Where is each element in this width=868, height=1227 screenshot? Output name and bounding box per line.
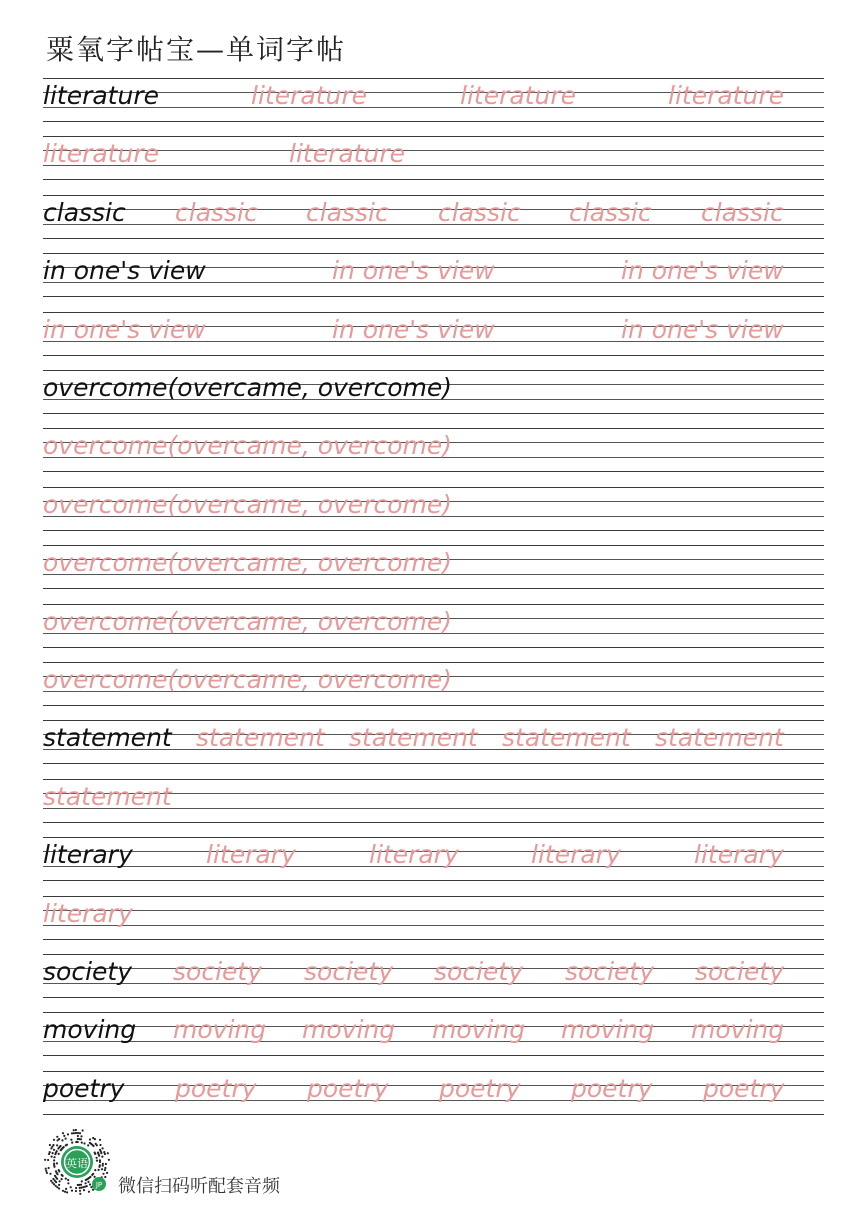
ruled-line	[43, 880, 824, 881]
ruled-line	[43, 296, 824, 297]
qr-code-icon[interactable]	[40, 1126, 114, 1198]
trace-word: literature	[668, 81, 784, 110]
qr-badge-text: 英语	[66, 1157, 88, 1170]
trace-word: classic	[438, 198, 521, 227]
trace-word: classic	[306, 198, 389, 227]
model-word: statement	[43, 723, 172, 752]
practice-row	[43, 253, 824, 297]
trace-word: society	[434, 957, 523, 986]
ruled-line	[43, 588, 824, 589]
trace-word: literary	[531, 840, 621, 869]
trace-word: in one's view	[621, 315, 784, 344]
trace-word: overcome(overcame, overcome)	[43, 548, 452, 577]
practice-row	[43, 136, 824, 180]
trace-word: overcome(overcame, overcome)	[43, 607, 452, 636]
ruled-line	[43, 662, 824, 663]
ruled-line	[43, 253, 824, 254]
ruled-line	[43, 1055, 824, 1056]
ruled-line	[43, 705, 824, 706]
trace-word: literature	[43, 139, 159, 168]
model-word: literature	[43, 81, 159, 110]
trace-word: classic	[701, 198, 784, 227]
model-word: literary	[43, 840, 133, 869]
ruled-line	[43, 1071, 824, 1072]
ruled-line	[43, 471, 824, 472]
ruled-line	[43, 822, 824, 823]
ruled-line	[43, 545, 824, 546]
trace-word: poetry	[307, 1074, 389, 1103]
trace-word: in one's view	[332, 256, 495, 285]
qr-corner-text: JP	[95, 1181, 103, 1189]
footer	[40, 1126, 360, 1198]
ruled-line	[43, 312, 824, 313]
trace-word: statement	[502, 723, 631, 752]
practice-row	[43, 312, 824, 356]
trace-word: literary	[206, 840, 296, 869]
trace-word: literary	[694, 840, 784, 869]
ruled-line	[43, 910, 824, 911]
practice-row	[43, 370, 824, 414]
trace-word: literature	[289, 139, 405, 168]
trace-word: poetry	[175, 1074, 257, 1103]
trace-word: moving	[302, 1015, 396, 1044]
ruled-line	[43, 121, 824, 122]
trace-word: literary	[369, 840, 459, 869]
practice-row	[43, 837, 824, 881]
trace-word: literature	[251, 81, 367, 110]
trace-word: overcome(overcame, overcome)	[43, 665, 452, 694]
trace-word: poetry	[439, 1074, 521, 1103]
footer-caption: 微信扫码听配套音频	[118, 1176, 280, 1197]
practice-row	[43, 1071, 824, 1115]
ruled-line	[43, 355, 824, 356]
trace-word: classic	[175, 198, 258, 227]
model-word: in one's view	[43, 256, 206, 285]
ruled-line	[43, 238, 824, 239]
model-word: society	[43, 957, 132, 986]
practice-row	[43, 428, 824, 472]
ruled-line	[43, 720, 824, 721]
trace-word: poetry	[571, 1074, 653, 1103]
ruled-line	[43, 939, 824, 940]
practice-row	[43, 1012, 824, 1056]
ruled-line	[43, 647, 824, 648]
ruled-line	[43, 837, 824, 838]
trace-word: society	[173, 957, 262, 986]
page-title: 粟氧字帖宝—单词字帖	[46, 33, 347, 66]
ruled-line	[43, 165, 824, 166]
ruled-line	[43, 604, 824, 605]
trace-word: moving	[691, 1015, 785, 1044]
trace-word: statement	[655, 723, 784, 752]
practice-row	[43, 78, 824, 122]
trace-word: society	[304, 957, 393, 986]
ruled-line	[43, 779, 824, 780]
trace-word: in one's view	[621, 256, 784, 285]
ruled-line	[43, 530, 824, 531]
trace-word: overcome(overcame, overcome)	[43, 431, 452, 460]
ruled-line	[43, 763, 824, 764]
ruled-line	[43, 428, 824, 429]
ruled-line	[43, 954, 824, 955]
practice-row	[43, 662, 824, 706]
ruled-line	[43, 896, 824, 897]
practice-row	[43, 720, 824, 764]
ruled-line	[43, 925, 824, 926]
trace-word: moving	[432, 1015, 526, 1044]
ruled-line	[43, 150, 824, 151]
ruled-line	[43, 195, 824, 196]
trace-word: in one's view	[332, 315, 495, 344]
ruled-line	[43, 179, 824, 180]
trace-word: statement	[43, 782, 172, 811]
ruled-line	[43, 413, 824, 414]
ruled-line	[43, 370, 824, 371]
model-word: overcome(overcame, overcome)	[43, 373, 452, 402]
trace-word: in one's view	[43, 315, 206, 344]
ruled-line	[43, 487, 824, 488]
practice-row	[43, 545, 824, 589]
trace-word: moving	[173, 1015, 267, 1044]
practice-row	[43, 604, 824, 648]
model-word: classic	[43, 198, 126, 227]
trace-word: statement	[196, 723, 325, 752]
trace-word: classic	[569, 198, 652, 227]
trace-word: literary	[43, 899, 133, 928]
ruled-line	[43, 1114, 824, 1115]
trace-word: society	[565, 957, 654, 986]
practice-row	[43, 487, 824, 531]
trace-word: statement	[349, 723, 478, 752]
trace-word: moving	[561, 1015, 655, 1044]
trace-word: poetry	[703, 1074, 785, 1103]
trace-word: overcome(overcame, overcome)	[43, 490, 452, 519]
practice-row	[43, 779, 824, 823]
ruled-line	[43, 1012, 824, 1013]
practice-row	[43, 896, 824, 940]
model-word: moving	[43, 1015, 137, 1044]
ruled-line	[43, 136, 824, 137]
ruled-line	[43, 997, 824, 998]
ruled-line	[43, 78, 824, 79]
practice-row	[43, 195, 824, 239]
trace-word: society	[695, 957, 784, 986]
trace-word: literature	[460, 81, 576, 110]
practice-row	[43, 954, 824, 998]
model-word: poetry	[43, 1074, 125, 1103]
